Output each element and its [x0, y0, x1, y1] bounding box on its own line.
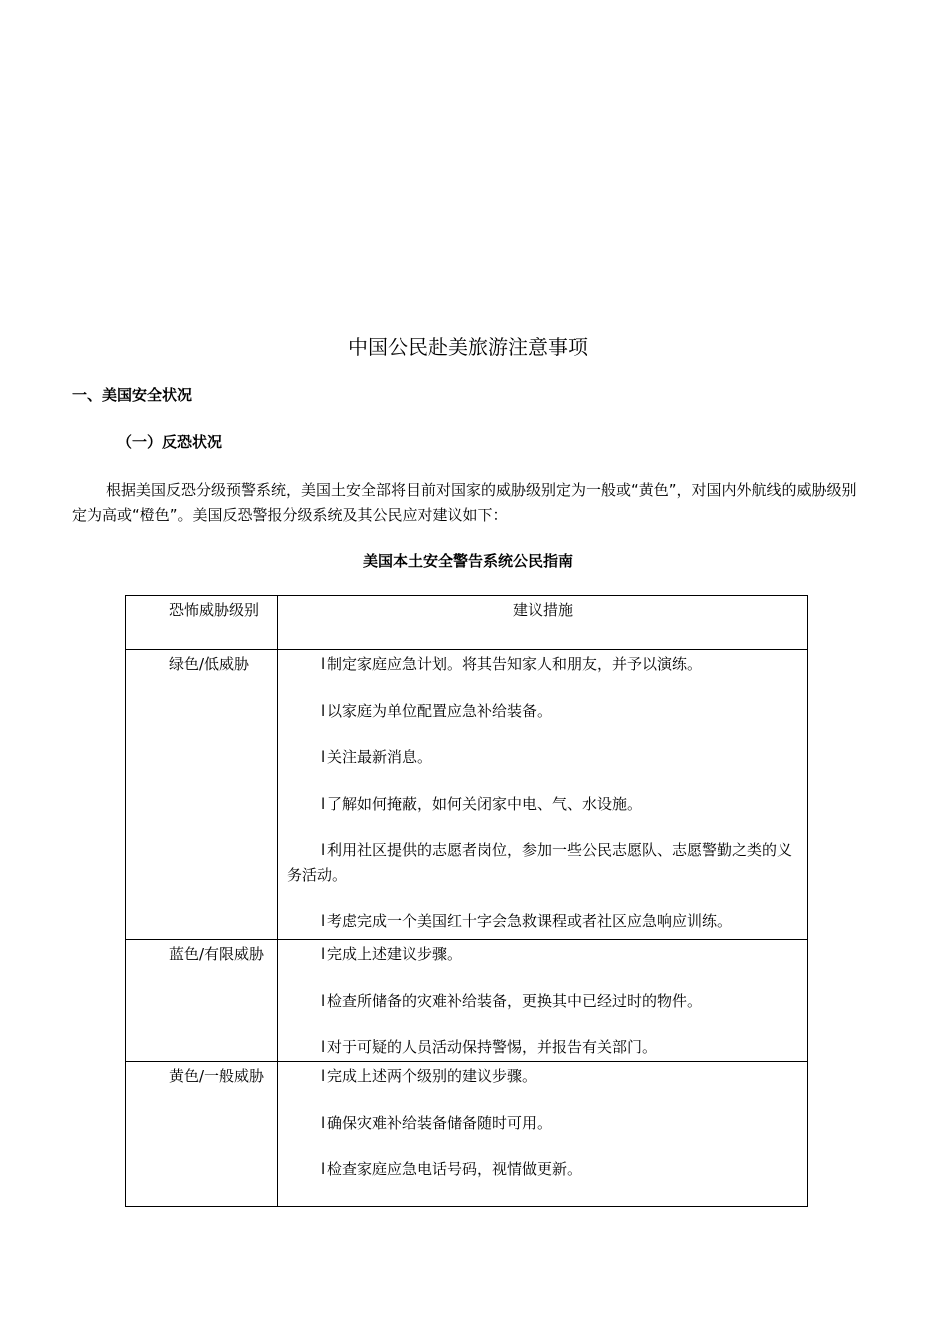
- bullet-icon: l: [321, 1067, 326, 1085]
- table-row: [126, 650, 808, 940]
- level-label: 蓝色/有限威胁: [169, 945, 265, 963]
- measures-cell-blue: [278, 940, 808, 1062]
- bullet-icon: l: [321, 748, 326, 766]
- bullet-icon: l: [321, 655, 326, 673]
- table-header-row: [126, 596, 808, 650]
- measures-cell-yellow: [278, 1062, 808, 1207]
- level-label: 黄色/一般威胁: [169, 1067, 265, 1085]
- list-item: l 了解如何掩蔽，如何关闭家中电、气、水设施。: [287, 792, 799, 817]
- list-item: l 考虑完成一个美国红十字会急救课程或者社区应急响应训练。: [287, 909, 799, 934]
- list-item: l 确保灾难补给装备储备随时可用。: [287, 1111, 799, 1136]
- bullet-icon: l: [321, 1038, 326, 1056]
- bullet-icon: l: [321, 1113, 326, 1132]
- level-cell-green: [126, 650, 278, 940]
- measures-cell-green: [278, 650, 808, 940]
- bullet-icon: l: [321, 991, 326, 1010]
- table-row: [126, 1062, 808, 1207]
- list-item: l 对于可疑的人员活动保持警惕，并报告有关部门。: [287, 1035, 799, 1060]
- table-caption: 美国本土安全警告系统公民指南: [362, 552, 573, 570]
- subsection-heading: （一）反恐状况: [117, 433, 223, 451]
- level-cell-blue: [126, 940, 278, 1062]
- table-row: [126, 940, 808, 1062]
- list-item: l 关注最新消息。: [287, 745, 799, 770]
- bullet-icon: l: [321, 912, 326, 930]
- list-item: l 检查所储备的灾难补给装备，更换其中已经过时的物件。: [287, 989, 799, 1014]
- bullet-icon: l: [321, 945, 326, 963]
- bullet-icon: l: [321, 1160, 326, 1178]
- section-heading: 一、美国安全状况: [72, 386, 193, 404]
- header-measures-cell: [278, 596, 808, 650]
- level-label: 绿色/低威胁: [169, 655, 250, 673]
- header-measures-label: 建议措施: [512, 601, 573, 619]
- bullet-icon: l: [321, 701, 326, 720]
- intro-paragraph: 根据美国反恐分级预警系统，美国土安全部将目前对国家的威胁级别定为一般或“黄色”，对国内外航线的威胁级别定为高或“橙色”。美国反恐警报分级系统及其公民应对建议如下：: [72, 481, 857, 524]
- list-item: l 制定家庭应急计划。将其告知家人和朋友，并予以演练。: [287, 652, 799, 677]
- bullet-icon: l: [321, 841, 326, 859]
- list-item: l 完成上述建议步骤。: [287, 942, 799, 967]
- list-item: l 以家庭为单位配置应急补给装备。: [287, 699, 799, 724]
- header-level-label: 恐怖威胁级别: [169, 601, 260, 619]
- bullet-icon: l: [321, 794, 326, 813]
- level-cell-yellow: [126, 1062, 278, 1207]
- guide-table: [125, 595, 808, 1207]
- page-title: 中国公民赴美旅游注意事项: [348, 335, 588, 359]
- header-level-cell: [126, 596, 278, 650]
- list-item: l 完成上述两个级别的建议步骤。: [287, 1064, 799, 1089]
- list-item: l 利用社区提供的志愿者岗位，参加一些公民志愿队、志愿警勤之类的义务活动。: [287, 838, 799, 887]
- list-item: l 检查家庭应急电话号码，视情做更新。: [287, 1157, 799, 1182]
